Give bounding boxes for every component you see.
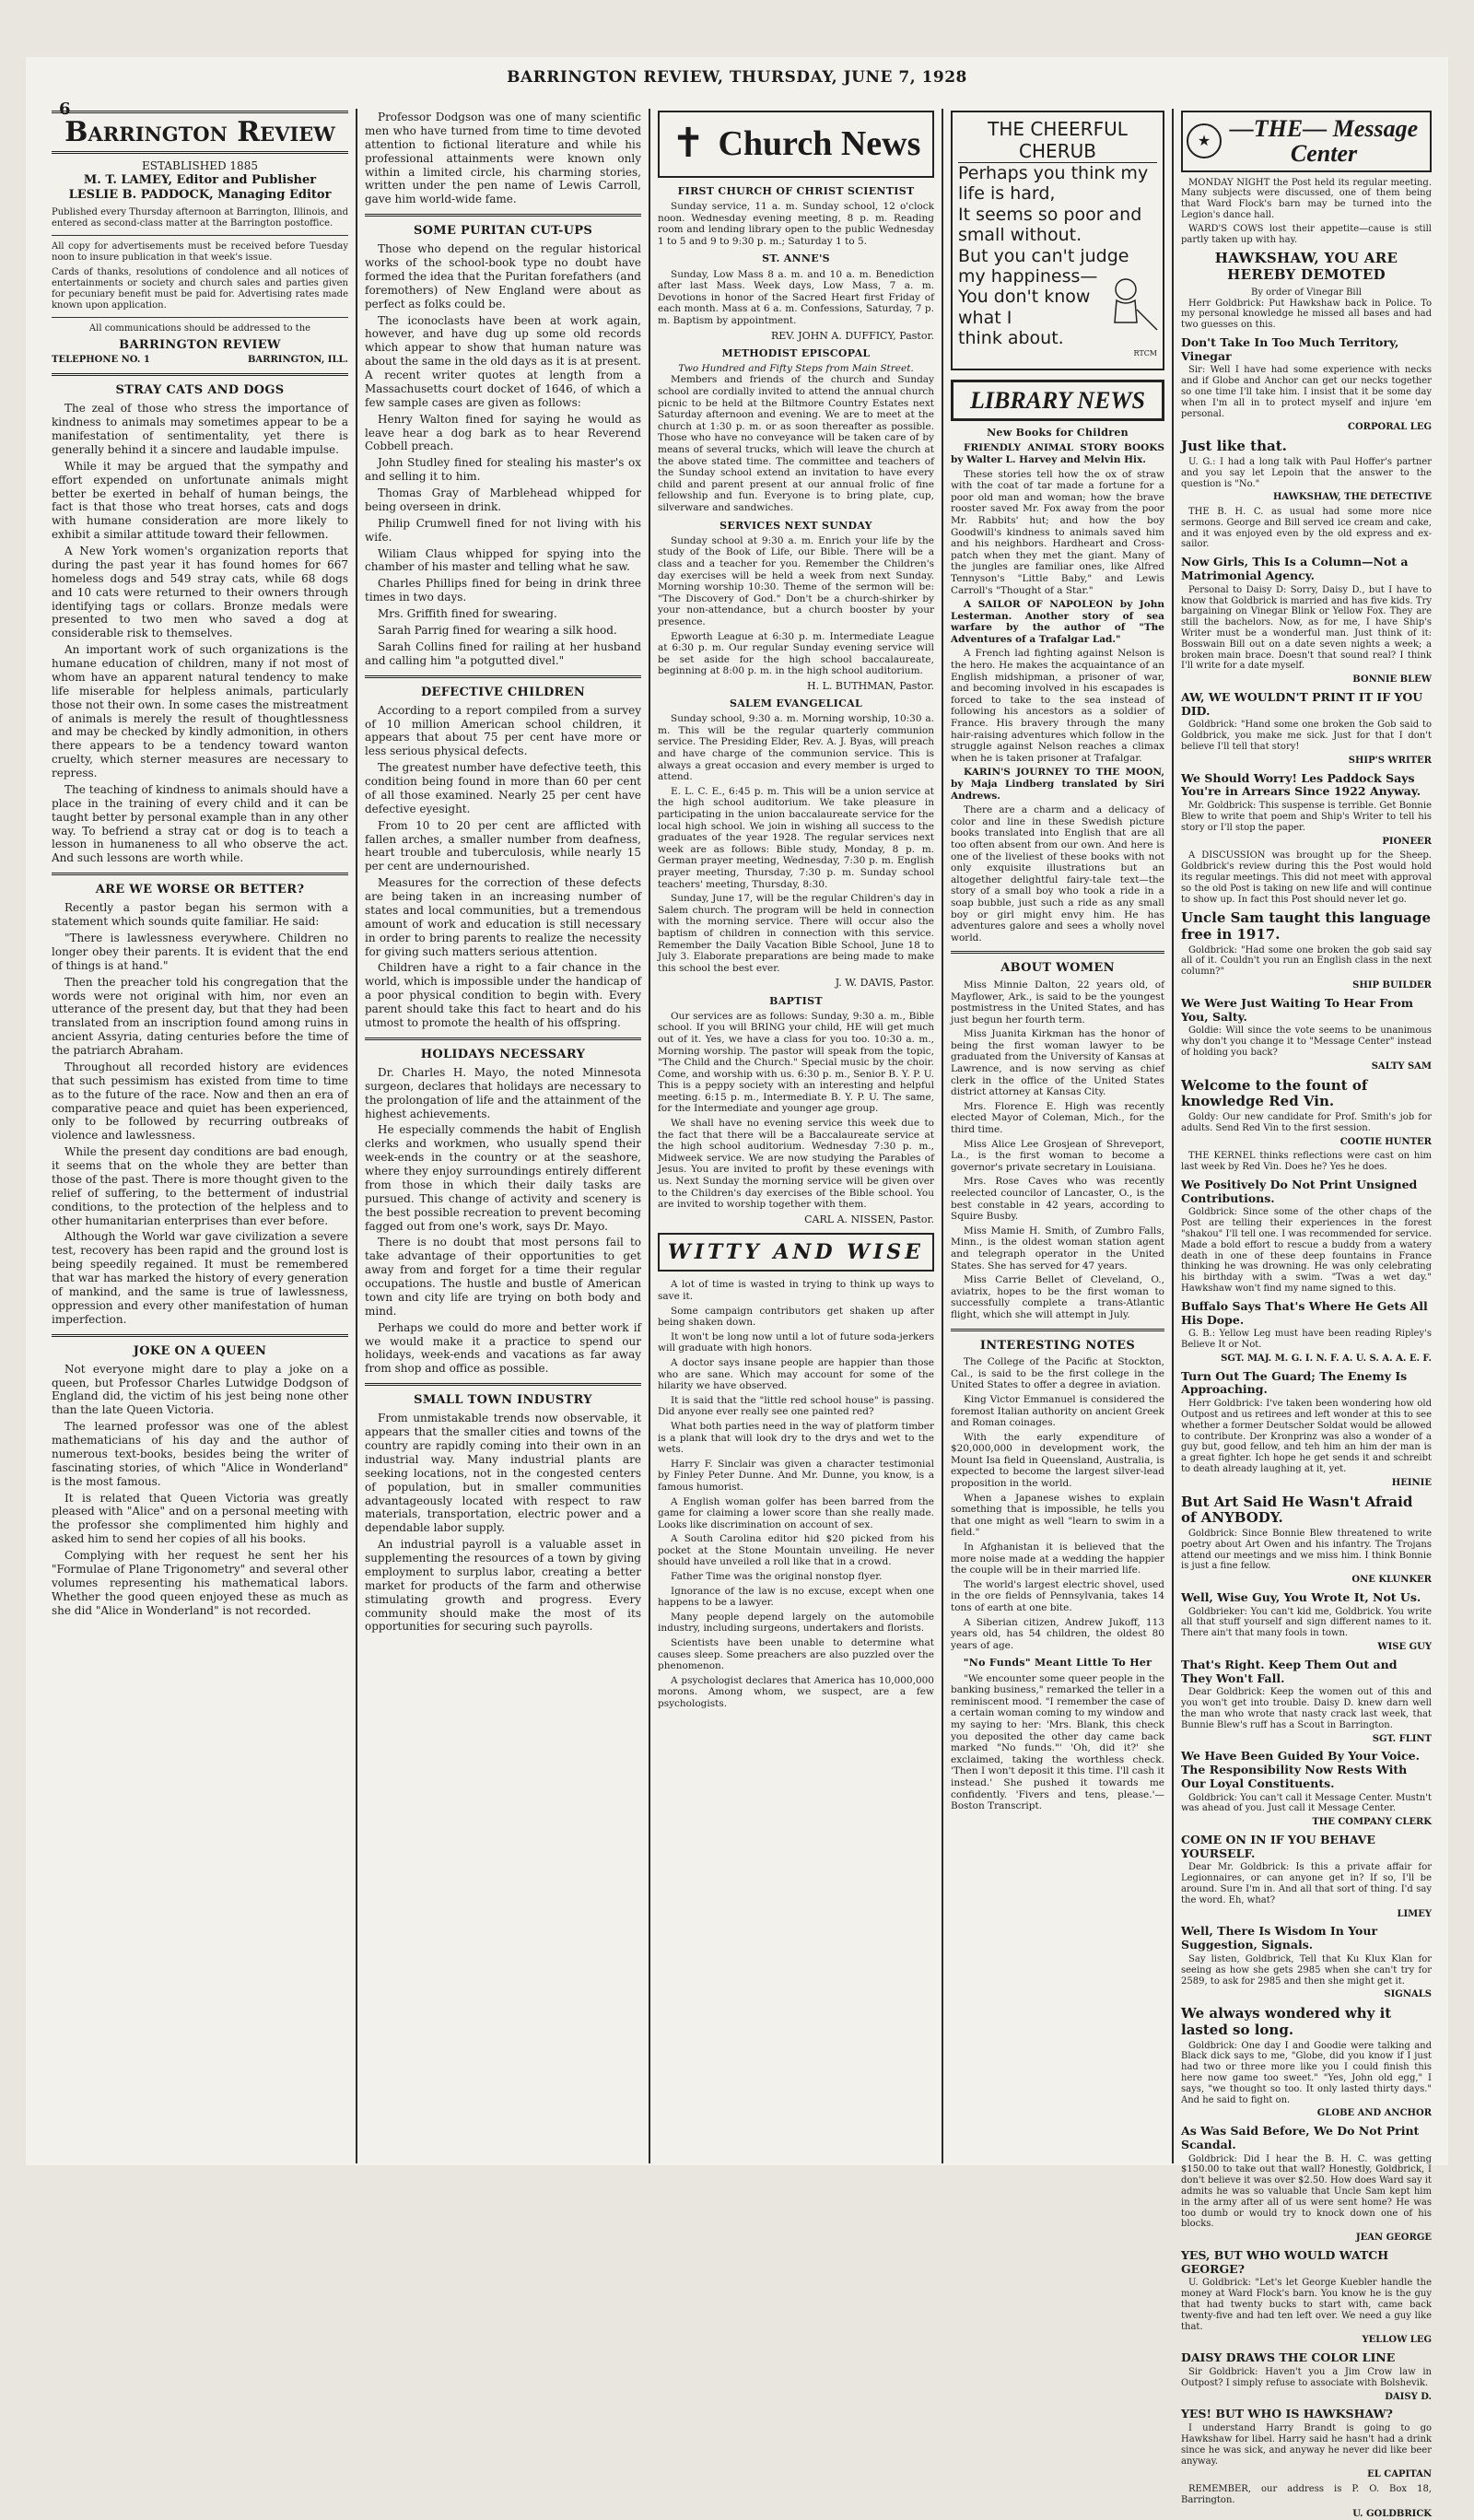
paragraph: E. L. C. E., 6:45 p. m. This will be a union service at the high school auditorium. We take pleasure in participating in the union baccalaureate service for the local high school. We join in wishing all success to the graduates of the year 1928. The regular services next week are as follows: Bible study, Monday, 8 p. m. German prayer meeting, Wednesday, 7:30 p. m. English prayer meeting, Thursday, 7:30 p. m. Sunday school teachers' meeting, Thursday, 8:30. [658,785,934,890]
paragraph: Then the preacher told his congregation that the words were not original with him, nor even an utterance of the present day, but that they had been translated from an inscription found among ruins in ancient Assyria, dating centuries before the time of the patriarch Abraham. [52,975,348,1058]
paragraph: An industrial payroll is a valuable asset in supplementing the resources of a town by giving employment to surplus labor, creating a better market for products of the farm and otherwise stimulating growth and progress. Every community should make the most of its opportunities for securing such payrolls. [365,1538,641,1634]
mc-headline: Just like that. [1181,438,1287,455]
paragraph: U. Goldbrick: "Let's let George Kuebler handle the money at Ward Flock's barn. You know he is the guy that had twenty bucks to start with, came back twenty-five and had ten left over. We need a guy like that. [1181,2278,1432,2332]
mc-headline: Well, Wise Guy, You Wrote It, Not Us. [1181,1589,1421,1604]
cherub-illustration [1089,276,1163,332]
mc-signature: HEINIE [1391,1477,1432,1488]
masthead-title: Barrington Review [52,111,348,154]
column-rule [942,109,943,2163]
note-item: The College of the Pacific at Stockton, Cal., is said to be the first college in the United States to offer a degree in aviation. [951,1356,1164,1391]
message-center-title: —THE— Message Center [1229,115,1419,168]
notice-2: Cards of thanks, resolutions of condolence and all notices of entertainments or society and church sales and parties given for pecuniary benefit must be paid for. Advertising rates made known upon application. [52,266,348,311]
location: BARRINGTON, ILL. [247,354,348,365]
column-5 [1181,111,1432,2519]
witty-item: A doctor says insane people are happier than those who are sane. Which may account for some of the hilarity we have observed. [658,1356,934,1392]
cheerful-cherub-box [951,111,1164,370]
paragraph: MONDAY NIGHT the Post held its regular meeting. Many subjects were discussed, one of them being that Ward Flock's barn may be turned into the Legion's dance hall. [1181,177,1432,220]
column-rule [649,109,650,2163]
mc-signature: U. GOLDBRICK [1352,2508,1432,2519]
mc-headline: That's Right. Keep Them Out and They Won't Fall. [1181,1657,1398,1685]
book-title: FRIENDLY ANIMAL STORY BOOKS by Walter L. Harvey and Melvin Hix. [951,442,1164,465]
women-item: Mrs. Rose Caves who was recently reelected councilor of Lancaster, O., is the best constable in 42 years, according to Squire Busby. [951,1176,1164,1223]
mc-subhead: By order of Vinegar Bill [1250,287,1363,298]
paragraph: Say listen, Goldbrick, Tell that Ku Klux Klan for seeing as how she gets 2985 when she can't try for 2589, to ask for 2985 and then she might get it. [1181,1953,1432,1987]
paragraph: John Studley fined for stealing his master's ox and selling it to him. [365,456,641,484]
page-number: 6 [59,100,71,119]
paragraph: We shall have no evening service this week due to the fact that there will be a Baccalaureate service at the high school auditorium. Wednesday 7:30 p. m., Midweek service. We are now studying the Parables of Jesus. You are invited to profit by these evenings with us. Next Sunday the morning service will be given over to the Children's day exercises of the Bible school. You are invited to worship together with them. [658,1118,934,1211]
paragraph: Philip Crumwell fined for not living with his wife. [365,516,641,544]
paragraph: Herr Goldbrick: Put Hawkshaw back in Police. To my personal knowledge he missed all bases and had two guesses on this. [1181,298,1432,331]
witty-list [658,1279,934,1709]
book-title: A SAILOR OF NAPOLEON by John Lesterman. Another story of sea warfare by the author of "The Adventures of a Trafalgar Lad." [951,599,1164,645]
mc-signature: SALTY SAM [1371,1061,1432,1072]
publish-note: Published every Thursday afternoon at Barrington, Illinois, and entered as second-class matter at the Barrington postoffice. [52,206,348,229]
mc-headline: As Was Said Before, We Do Not Print Scandal. [1181,2124,1420,2151]
mc-signature: ONE KLUNKER [1351,1575,1432,1586]
paragraph: The learned professor was one of the ablest mathematicians of his day and the author of numerous text-books, besides being the writer of fascinating stories, of which "Alice in Wonderland" is the most famous. [52,1420,348,1488]
mc-signature: SHIP'S WRITER [1348,755,1432,766]
divider [365,675,641,678]
witty-item: What both parties need in the way of platform timber is a plank that will look dry to the drys and wet to the wets. [658,1420,934,1456]
paragraph: Charles Phillips fined for being in drink three times in two days. [365,577,641,604]
paragraph: Perhaps we could do more and better work if we would make it a practice to spend our holidays, week-ends and vacations as far away from shop and office as possible. [365,1320,641,1376]
witty-item: A English woman golfer has been barred from the game for claiming a lower score than she really made. Looks like discrimination on account of sex. [658,1495,934,1530]
witty-item: Many people depend largely on the automobile industry, including surgeons, undertakers and florists. [658,1611,934,1635]
mc-signature: LIMEY [1397,1908,1432,1919]
pastor-signature: J. W. DAVIS, Pastor. [835,977,934,990]
mc-signature: SGT. MAJ. M. G. I. N. F. A. U. S. A. A. E. F. [1221,1353,1432,1364]
mc-headline: We always wondered why it lasted so long. [1181,2005,1392,2038]
mc-headline: Uncle Sam taught this language free in 1917. [1181,909,1431,943]
library-subhead: New Books for Children [987,427,1129,440]
poem-line: what I [958,307,1012,328]
paragraph: The greatest number have defective teeth, this condition being found in more than 60 per cent of all those examined. Nearly 25 per cent have defective eyesight. [365,761,641,815]
headline-defective: DEFECTIVE CHILDREN [420,685,586,699]
mc-signature: WISE GUY [1377,1642,1432,1653]
paragraph: The iconoclasts have been at work again, however, and have dug up some old records which appear to show that human nature was about the same in the old days as it is at present. A recent writer quotes at length from a Massachusetts court docket of 1646, of which a few sample cases are given as follows: [365,313,641,409]
paragraph: Sunday, June 17, will be the regular Children's day in Salem church. The program will be held in connection with the morning service. There will occur also the baptism of children in connection with this service. Remember the Daily Vacation Bible School, June 18 to July 3. Elaborate preparations are being made to make this school the best ever. [658,893,934,974]
editor: M. T. LAMEY, Editor and Publisher [83,173,317,188]
headline-about-women: ABOUT WOMEN [1000,961,1115,976]
paragraph: Mrs. Griffith fined for swearing. [378,607,557,621]
mc-headline: We Positively Do Not Print Unsigned Contributions. [1181,1177,1418,1205]
mc-signature: THE COMPANY CLERK [1312,1817,1432,1828]
paragraph: Recently a pastor began his sermon with a statement which sounds quite familiar. He said: [52,901,348,929]
church-news-title: Church News [718,123,921,163]
paragraph: Goldbrieker: You can't kid me, Goldbrick. You write all that stuff yourself and sign different names to it. There ain't that many fools in town. [1181,1606,1432,1639]
witty-item: It won't be long now until a lot of future soda-jerkers will graduate with high honors. [658,1330,934,1354]
paragraph: Sarah Parrig fined for wearing a silk hood. [378,623,617,637]
paragraph: Sunday, Low Mass 8 a. m. and 10 a. m. Benediction after last Mass. Week days, Low Mass, 7 a. m. Devotions in honor of the Sacred Heart first Friday of each month. Mass at 6 a. m. Confessions, Saturday, 7 p. m. Baptism by appointment. [658,268,934,326]
mc-headline: COME ON IN IF YOU BEHAVE YOURSELF. [1181,1832,1375,1860]
managing-editor: LESLIE B. PADDOCK, Managing Editor [68,188,332,203]
pastor-signature: REV. JOHN A. DUFFICY, Pastor. [770,329,934,342]
mc-signature: GLOBE AND ANCHOR [1316,2108,1432,2119]
column-2 [365,111,641,2162]
paragraph: Goldbrick: Since some of the other chaps of the Post are telling their experiences in the forest "shakou" I'll tell one. I was recommended for service. Made a bold effort to rescue a buddy from a watery death in one of these deep fountains in France thinking he was drowning. He was only celebrating his birthday with a swim. "Twas a wet day." Hawkshaw won't find my name signed to this. [1181,1207,1432,1294]
paragraph: A DISCUSSION was brought up for the Sheep. Goldbrick's review during this the Post would hold its regular meetings. This did not meet with approval so the old Post is taking on new life and will continue to show up. In fact this Post should never let go. [1181,850,1432,905]
paragraph: Not everyone might dare to play a joke on a queen, but Professor Charles Lutwidge Dodgson of England did, the victim of his jest being none other than the late Queen Victoria. [52,1362,348,1417]
paragraph: According to a report compiled from a survey of 10 million American school children, it appears that about 75 per cent have more or less serious physical defects. [365,703,641,758]
paragraph: Henry Walton fined for saying he would as leave hear a dog bark as to hear Reverend Cobbell preach. [365,412,641,453]
paragraph: THE KERNEL thinks reflections were cast on him last week by Red Vin. Does he? Yes he does. [1181,1151,1432,1173]
women-item: Miss Alice Lee Grosjean of Shreveport, La., is the first woman to become a governor's private secretary in Louisiana. [951,1138,1164,1173]
paragraph: Dr. Charles H. Mayo, the noted Minnesota surgeon, declares that holidays are necessary to the prolongation of life and the attainment of the highest achievements. [365,1065,641,1120]
pastor-signature: CARL A. NISSEN, Pastor. [804,1213,934,1225]
mc-signature: SHIP BUILDER [1352,980,1432,991]
paragraph: Those who depend on the regular historical works of the school-book type no doubt have formed the idea that the Puritan forefathers (and foremothers) of New England were about as perfect as folks could be. [365,242,641,311]
divider [52,1334,348,1337]
column-3 [658,111,934,2162]
paragraph: Goldbrick: One day I and Goodie were talking and Black dick says to me, "Globe, did you know if I just had two or three more like you I could finish this here now game too sweet." "Yes, John old egg," I says, "we thought so too. It only lasted thirty days." And he said to fight on. [1181,2040,1432,2105]
witty-item: Harry F. Sinclair was given a character testimonial by Finley Peter Dunne. And Mr. Dunne, you know, is a famous humorist. [658,1458,934,1493]
paragraph: Our services are as follows: Sunday, 9:30 a. m., Bible school. If you will BRING your child, HE will get much out of it. Yes, we have a class for you too. 10:30 a. m., Morning worship. The pastor will speak from the topic, "The Child and the Church." Special music by the choir. Come, and worship with us. 6:30 p. m., Senior B. Y. P. U. This is a peppy society with an interesting and helpful meeting. 6:15 p. m., Intermediate B. Y. P. U. The same, for the Intermediate and younger age group. [658,1010,934,1115]
mc-signature: JEAN GEORGE [1355,2233,1432,2244]
legion-emblem-icon: ★ [1187,123,1222,158]
telephone: TELEPHONE NO. 1 [52,354,150,365]
masthead-info [52,159,348,204]
church-news-banner [658,111,934,178]
headline-holidays: HOLIDAYS NECESSARY [420,1047,586,1061]
paragraph: From unmistakable trends now observable, it appears that the smaller cities and towns of the country are rapidly coming into their own in an industrial way. Many industrial plants are seeking locations, not in the congested centers of population, but in smaller communities advantageously located with respect to raw materials, transportation, electric power and a dependable labor supply. [365,1412,641,1535]
cherub-signature: RTCM [1133,348,1157,357]
paragraph: "There is lawlessness everywhere. Children no longer obey their parents. It is evident that the end of things is at hand." [52,932,348,972]
paragraph: Goldbrick: "Hand some one broken the Gob said to Goldbrick, you make me sick. Just for that I don't believe I'll tell that story! [1181,720,1432,753]
mc-headline: AW, WE WOULDN'T PRINT IT IF YOU DID. [1181,689,1423,718]
paragraph: G. B.: Yellow Leg must have been reading Ripley's Believe It or Not. [1181,1329,1432,1351]
column-rule [1172,109,1174,2163]
divider [365,1037,641,1040]
paragraph: While it may be argued that the sympathy and effort expended on unfortunate animals might better be exerted in behalf of human beings, the fact is that those who treat horses, cats and dogs with humane consideration are more likely to exhibit a similar attitude toward their fellowmen. [52,459,348,542]
paragraph: Measures for the correction of these defects are being taken in an increasing number of states and local communities, but a tremendous amount of work and education is still necessary in order to bring parents to realize the necessity for giving such matters serious attention. [365,876,641,958]
women-item: Mrs. Florence E. High was recently elected Mayor of Coleman, Mich., for the third time. [951,1100,1164,1136]
paragraph: Members and friends of the church and Sunday school are cordially invited to attend the annual church picnic to be held at the Biltmore Country Estates next Saturday afternoon and evening. We are to meet at the church at 1:30 p. m. or as soon thereafter as possible. Those who have no conveyance will be taken care of by means of several trucks, which will leave the church at the above stated time. The committee and teachers of the Sunday school extend an invitation to have every child and parent present at our annual frolic of fine fellowship and fun. Everyone is to bring plate, cup, silverware and sandwiches. [658,374,934,514]
paragraph: Herr Goldbrick: I've taken been wondering how old Outpost and us retirees and left wonder at this to see whether a former Deutscher Soldat would be allowed to contribute. Der Kronprinz was also a wonder of a guy but, good fellow, and teh him an him der man is a great fighter. Ich hope he get sends it and schreibt to death already laughing at it, yet. [1181,1399,1432,1474]
paragraph: Goldbrick: Did I hear the B. H. C. was getting $150.00 to take out that wall? Honestly, Goldbrick, I don't believe it was over $2.50. How does Ward say it admits he was so valuable that Uncle Sam kept him in the army after all of us were sent home? He was too dumb or would try to knock down one of his blocks. [1181,2153,1432,2230]
divider [365,1383,641,1386]
mc-headline: Welcome to the fount of knowledge Red Vin. [1181,1076,1368,1110]
women-item: Miss Mamie H. Smith, of Zumbro Falls, Minn., is the oldest woman station agent and telegraph operator in the United States. She has served for 47 years. [951,1225,1164,1272]
witty-and-wise-title: WITTY AND WISE [658,1233,934,1272]
paper-name: BARRINGTON REVIEW [119,337,281,352]
witty-item: Some campaign contributors get shaken up after being shaken down. [658,1305,934,1329]
paragraph: Thomas Gray of Marblehead whipped for being overseen in drink. [365,486,641,513]
poem-line: But you can't judge [958,245,1129,266]
headline-stray-cats: STRAY CATS AND DOGS [115,383,285,398]
paragraph: U. G.: I had a long talk with Paul Hoffer's partner and you say let Lepoin that the answer to the question is "No." [1181,456,1432,489]
church-heading: METHODIST EPISCOPAL [721,346,871,359]
paragraph: Sunday service, 11 a. m. Sunday school, 12 o'clock noon. Wednesday evening meeting, 8 p. m. Reading room and lending library open to the public Wednesday 1 to 5 and 9 to 9:30 p. m.; Saturday 1 to 5. [658,200,934,247]
mc-headline: We Were Just Waiting To Hear From You, Salty. [1181,995,1414,1024]
paragraph: Dear Mr. Goldbrick: Is this a private affair for Legionnaires, or can anyone get in? If so, I'll be around. Sure I'm in. And all that sort of thing. I'd say the word. Eh, what? [1181,1862,1432,1905]
book-description: These stories tell how the ox of straw with the coat of tar made a fortune for a poor old man and woman; how the brave rooster saved Mr. Fox away from the poor Mr. Rabbits' hut; and how the boy Goodwill's kindness to animals saved him and his neighbors. Hardheart and Cross-patch when they met the giant. Many of the jungles are familiar ones, like Alfred Tennyson's "Little Baby," and Lewis Carroll's "Thought of a Star." [951,468,1164,596]
mc-signature: PIONEER [1382,836,1432,847]
paragraph: Although the World war gave civilization a severe test, recovery has been rapid and the ground lost is being speedily regained. It must be remembered that war has marked the history of every generation of mankind, and the same is true of lawlessness, oppression and every other manifestation of human imperfection. [52,1230,348,1326]
paragraph: Goldy: Our new candidate for Prof. Smith's job for adults. Send Red Vin to the first session. [1181,1111,1432,1133]
paragraph: Children have a right to a fair chance in the world, which is impossible under the handicap of a poor physical condition to begin with. Every parent should take this fact to heart and do his utmost to promote the health of his offspring. [365,961,641,1029]
paragraph: A New York women's organization reports that during the past year it has found homes for 667 homeless dogs and 549 stray cats, while 68 dogs and 10 cats were returned to their owners through identifying tags or collars. Bronze medals were presented to two men who saved a dog at considerable risk to themselves. [52,545,348,640]
paragraph: Professor Dodgson was one of many scientific men who have turned from time to time devoted attention to fictional literature and while his professional attainments were known only within a limited circle, his charming stories, written under the pen name of Lewis Carroll, gave him world-wide fame. [365,111,641,206]
mc-headline: Don't Take In Too Much Territory, Vinegar [1181,334,1399,363]
paragraph: THE B. H. C. as usual had some more nice sermons. George and Bill served ice cream and cake, and it was enjoyed even by the old express and ex-sailor. [1181,507,1432,550]
mc-signature: COOTIE HUNTER [1339,1136,1432,1147]
witty-item: Father Time was the original nonstop flyer. [671,1571,883,1583]
poem-line: It seems so poor and [958,204,1142,225]
cherub-title: THE CHEERFUL CHERUB [958,118,1157,163]
mc-headline: But Art Said He Wasn't Afraid of ANYBODY. [1181,1493,1413,1527]
mc-signature: DAISY D. [1385,2391,1432,2402]
paragraph: Complying with her request he sent her his "Formulae of Plane Trigonometry" and several other volumes representing his mathematical labors. Whether the good queen enjoyed these as much as she did "Alice in Wonderland" is not recorded. [52,1549,348,1617]
headline-puritan: SOME PURITAN CUT-UPS [413,224,593,239]
women-item: Miss Minnie Dalton, 22 years old, of Mayflower, Ark., is said to be the youngest postmistress in the United States, and has just begun her fourth term. [951,979,1164,1026]
paragraph: WARD'S COWS lost their appetite—cause is still partly taken up with hay. [1181,223,1432,245]
book-title: KARIN'S JOURNEY TO THE MOON, by Maja Lindberg translated by Siri Andrews. [951,767,1164,802]
mc-signature: CORPORAL LEG [1348,422,1432,433]
paragraph: From 10 to 20 per cent are afflicted with fallen arches, a smaller number from deafness, heart trouble and tuberculosis, while nearly 15 per cent are undernourished. [365,818,641,873]
paragraph: Goldie: Will since the vote seems to be unanimous why don't you change it to "Message Center" instead of holding you back? [1181,1026,1432,1058]
church-heading: SALEM EVANGELICAL [729,697,863,710]
paragraph: Personal to Daisy D: Sorry, Daisy D., but I have to know that Goldbrick is married and has five kids. Try bargaining on Vinegar Blink or Yellow Fox. They are still the bachelors. Now, as for me, I have Ship's Writer must be a wonderful man. Just think of it: Bosswain Bill out on a date seven nights a week; a broken main brace. Doesn't that sound real? I think I'll write for a date myself. [1181,584,1432,672]
paragraph: He especially commends the habit of English clerks and workmen, who usually spend their week-ends in the country or at the seashore, where they enjoy surroundings entirely different from those in which their daily tasks are pursued. This change of activity and scenery is the best possible recreation to prevent becoming fagged out from one's work, says Dr. Mayo. [365,1123,641,1233]
headline-worse-better: ARE WE WORSE OR BETTER? [95,883,305,897]
headline-interesting-notes: INTERESTING NOTES [979,1338,1136,1353]
divider [52,373,348,376]
established: ESTABLISHED 1885 [142,159,258,173]
paragraph: REMEMBER, our address is P. O. Box 18, Barrington. [1181,2484,1432,2505]
witty-item: It is said that the "little red school house" is passing. Did anyone ever really see one painted red? [658,1394,934,1418]
church-heading: BAPTIST [769,994,823,1007]
paragraph: I understand Harry Brandt is going to go Hawkshaw for libel. Harry said he hasn't had a drink since he was sick, and anyway he never did like beer anyway. [1181,2423,1432,2467]
headline-small-town: SMALL TOWN INDUSTRY [414,1393,592,1408]
mc-signature: EL CAPITAN [1367,2469,1432,2480]
divider [52,235,348,236]
column-4 [951,111,1164,2162]
witty-item: A lot of time is wasted in trying to think up ways to save it. [658,1279,934,1302]
notice-1: All copy for advertisements must be received before Tuesday noon to insure publication in that week's issue. [52,240,348,263]
message-center-banner [1181,111,1432,172]
column-rule [356,109,357,2163]
paragraph: An important work of such organizations is the humane education of children, many if not most of whom have an apparent natural tendency to make life miserable for helpless animals, particularly those not their own. In some cases the mistreatment of animals is merely the result of thoughtlessness and may be checked by kindly admonition, in others there appears to be a tendency toward wanton cruelty, which sterner measures are necessary to repress. [52,643,348,780]
paragraph: The teaching of kindness to animals should have a place in the training of every child and it can be taught better by personal example than in any other way. To befriend a stray cat or dog is to teach a lesson in humaneness to all who observe the act. And such lessons are worth while. [52,782,348,865]
paragraph: Sunday school, 9:30 a. m. Morning worship, 10:30 a. m. This will be the regular quarterly communion service. The Presiding Elder, Rev. A. J. Byas, will preach and have charge of the communion service. This is always a great occasion and every member is urged to attend. [658,713,934,783]
poem-line: my happiness— [958,266,1098,287]
mc-headline: YES! BUT WHO IS HAWKSHAW? [1181,2407,1393,2421]
cross-icon: ✝ [671,120,706,167]
pastor-signature: H. L. BUTHMAN, Pastor. [807,679,934,692]
paragraph: Sunday school at 9:30 a. m. Enrich your life by the study of the Book of Life, our Bible. There will be a class and a teacher for you. Remember the Children's day exercises will be held a week from next Sunday. Morning worship 10:30. Theme of the sermon will be: "The Discovery of God." Don't be a church-shirker by your non-attendance, but a church booster by your presence. [658,534,934,627]
mc-signature: BONNIE BLEW [1352,674,1432,686]
paragraph: Goldbrick: "Had some one broken the gob said say all of it. Couldn't you run an English class in the next column?" [1181,944,1432,978]
library-news-title: LIBRARY NEWS [951,380,1164,421]
poem-line: life is hard, [958,183,1056,205]
paragraph: Epworth League at 6:30 p. m. Intermediate League at 6:30 p. m. Our regular Sunday evening service will be set aside for the high school baccalaureate, beginning at 8:00 p. m. in the high school auditorium. [658,630,934,677]
book-description: A French lad fighting against Nelson is the hero. He makes the acquaintance of an English midshipman, a prisoner of war, and becoming involved in his escapades is forced to take to the sea instead of following his ancestors as a soldier of France. His bravery through the many hair-raising adventures which follow in the struggle against Nelson reaches a climax when he is taken prisoner at Trafalgar. [951,648,1164,764]
witty-item: Ignorance of the law is no excuse, except when one happens to be a lawyer. [658,1585,934,1609]
divider [52,317,348,318]
women-item: Miss Carrie Bellet of Cleveland, O., aviatrix, hopes to be the first woman to successfully complete a trans-Atlantic flight, which she will attempt in July. [951,1274,1164,1320]
paragraph: Mr. Goldbrick: This suspense is terrible. Get Bonnie Blew to write that poem and Ship's Writer to tell his story or I'll stop the paper. [1181,801,1432,833]
note-item: When a Japanese wishes to explain something that is impossible, he tells you that one might as well "learn to swim in a field." [951,1492,1164,1539]
mc-signature: HAWKSHAW, THE DETECTIVE [1272,492,1432,503]
funds-headline: "No Funds" Meant Little To Her [963,1657,1152,1670]
headline-joke-queen: JOKE ON A QUEEN [133,1343,267,1358]
poem-line: small without. [958,225,1082,246]
mc-signature: YELLOW LEG [1362,2335,1432,2346]
church-heading: FIRST CHURCH OF CHRIST SCIENTIST [677,184,915,197]
mc-headline: Well, There Is Wisdom In Your Suggestion, Signals. [1181,1924,1378,1952]
note-item: King Victor Emmanuel is considered the foremost Italian authority on ancient Greek and Roman coinages. [951,1393,1164,1429]
mc-headline: We Should Worry! Les Paddock Says You're in Arrears Since 1922 Anyway. [1181,770,1421,799]
church-subhead: Two Hundred and Fifty Steps from Main Street. [678,362,914,374]
witty-item: A South Carolina editor hid $20 picked from his pocket at the Stone Mountain unveiling. He never should have unveiled a roll like that in a crowd. [658,1533,934,1568]
divider [951,1329,1164,1331]
poem-line: think about. [958,328,1064,349]
poem-line: You don't know [958,287,1091,308]
paragraph: It is related that Queen Victoria was greatly pleased with "Alice" and on a personal meeting with the professor she complimented him highly and asked him to send her copies of all his books. [52,1491,348,1546]
paragraph: Sir Goldbrick: Haven't you a Jim Crow law in Outpost? I simply refuse to associate with Bolshevik. [1181,2367,1432,2388]
mc-headline: Buffalo Says That's Where He Gets All His Dope. [1181,1298,1428,1327]
running-head: BARRINGTON REVIEW, THURSDAY, JUNE 7, 1928 [507,68,967,87]
book-description: There are a charm and a delicacy of color and line in these Swedish picture books translated into English that are all too often absent from our own. And here is one of the liveliest of these books with not only exquisite illustrations but an altogether delightful fairy-tale text—the story of a small boy who took a ride in a soap bubble, just such a ride as any small boy or girl might envy him. He has adventures galore and sees a wholly novel world. [951,804,1164,944]
note-item: In Afghanistan it is believed that the more noise made at a wedding the happier the couple will be in their married life. [951,1541,1164,1576]
paragraph: "We encounter some queer people in the banking business," remarked the teller in a reminiscent mood. "I remember the case of a certain woman coming to my window and my saying to her: 'Mrs. Blank, this check you deposited the other day came back marked "No funds."' 'Oh, did it?' she exclaimed, taking the worthless check. 'Then I won't deposit it this time. I'll cash it instead.' She pushed it towards me confidently. 'Fivers and tens, please.'—Boston Transcript. [951,1672,1164,1812]
divider [365,214,641,217]
mc-signature: SIGNALS [1384,1989,1432,2000]
contact-line [52,355,348,366]
mc-headline: Now Girls, This Is a Column—Not a Matrimonial Agency. [1181,555,1409,583]
mc-headline: DAISY DRAWS THE COLOR LINE [1181,2350,1396,2365]
church-heading: ST. ANNE'S [762,252,830,265]
paragraph: Sir: Well I have had some experience with necks and if Globe and Anchor can get our necks together so one time I'll take him. I insist that it be some day when I'm all in to protect myself and injure 'em personal. [1181,365,1432,419]
mc-headline: YES, BUT WHO WOULD WATCH GEORGE? [1181,2247,1389,2276]
paragraph: There is no doubt that most persons fail to take advantage of their opportunities to get away from and forget for a time their regular occupations. The hustle and bustle of American town and city life are trying on both body and mind. [365,1236,641,1318]
note-item: The world's largest electric shovel, used in the ore fields of Pennsylvania, takes 14 tons of earth at one bite. [951,1578,1164,1613]
paragraph: Wiliam Claus whipped for spying into the chamber of his master and telling what he saw. [365,546,641,574]
address-note: All communications should be addressed to the [88,322,311,334]
column-1 [52,111,348,2162]
women-item: Miss Juanita Kirkman has the honor of being the first woman lawyer to be graduated from the University of Kansas at Lawrence, and is now serving as chief clerk in the office of the United States district attorney at Kansas City. [951,1028,1164,1098]
paragraph: While the present day conditions are bad enough, it seems that on the whole they are better than those of the past. There is more thought given to the relief of suffering, to the betterment of industrial conditions, to the protection of the helpless and to other humanitarian enterprises than ever before. [52,1145,348,1227]
witty-item: Scientists have been unable to determine what causes sleep. Some preachers are also puzzled over the phenomenon. [658,1637,934,1672]
note-item: With the early expenditure of $20,000,000 in development work, the Mount Isa field in Queensland, Australia, is expected to become the largest silver-lead proposition in the world. [951,1431,1164,1490]
paragraph: The zeal of those who stress the importance of kindness to animals may sometimes appear to be a manifestation of sentimentality, yet there is generally behind it a sincere and laudable impulse. [52,402,348,456]
divider [951,951,1164,954]
paragraph: Goldbrick: Since Bonnie Blew threatened to write poetry about Art Owen and his infantry. The Trojans attend our meetings and we miss him. I think Bonnie is just a fine fellow. [1181,1528,1432,1572]
mc-headline: HAWKSHAW, YOU ARE HEREBY DEMOTED [1214,250,1398,284]
mc-headline: Turn Out The Guard; The Enemy Is Approaching. [1181,1368,1408,1397]
paragraph: Dear Goldbrick: Keep the women out of this and you won't get into trouble. Daisy D. knew darn well the man who wrote that nasty crack last week, that Bunnie Blew's ruff has a Scout in Barrington. [1181,1687,1432,1730]
note-item: A Siberian citizen, Andrew Jukoff, 113 years old, has 54 children, the oldest 80 years of age. [951,1616,1164,1651]
divider [52,873,348,875]
paragraph: Goldbrick: You can't call it Message Center. Mustn't was ahead of you. Just call it Message Center. [1181,1792,1432,1814]
witty-item: A psychologist declares that America has 10,000,000 morons. Among whom, we suspect, are a few psychologists. [658,1674,934,1709]
poem-line: Perhaps you think my [958,163,1149,183]
mc-signature: SGT. FLINT [1372,1733,1432,1744]
paragraph: Sarah Collins fined for railing at her husband and calling him "a potgutted divel." [365,639,641,667]
church-subheading: SERVICES NEXT SUNDAY [719,519,872,532]
mc-headline: We Have Been Guided By Your Voice. The Responsibility Now Rests With Our Loyal Constituents. [1181,1749,1420,1790]
paragraph: Throughout all recorded history are evidences that such pessimism has existed from time to time as to the future of the race. Now and then an era of comparative peace and quiet has been experienced, only to be followed by recurring outbreaks of violence and lawlessness. [52,1060,348,1143]
